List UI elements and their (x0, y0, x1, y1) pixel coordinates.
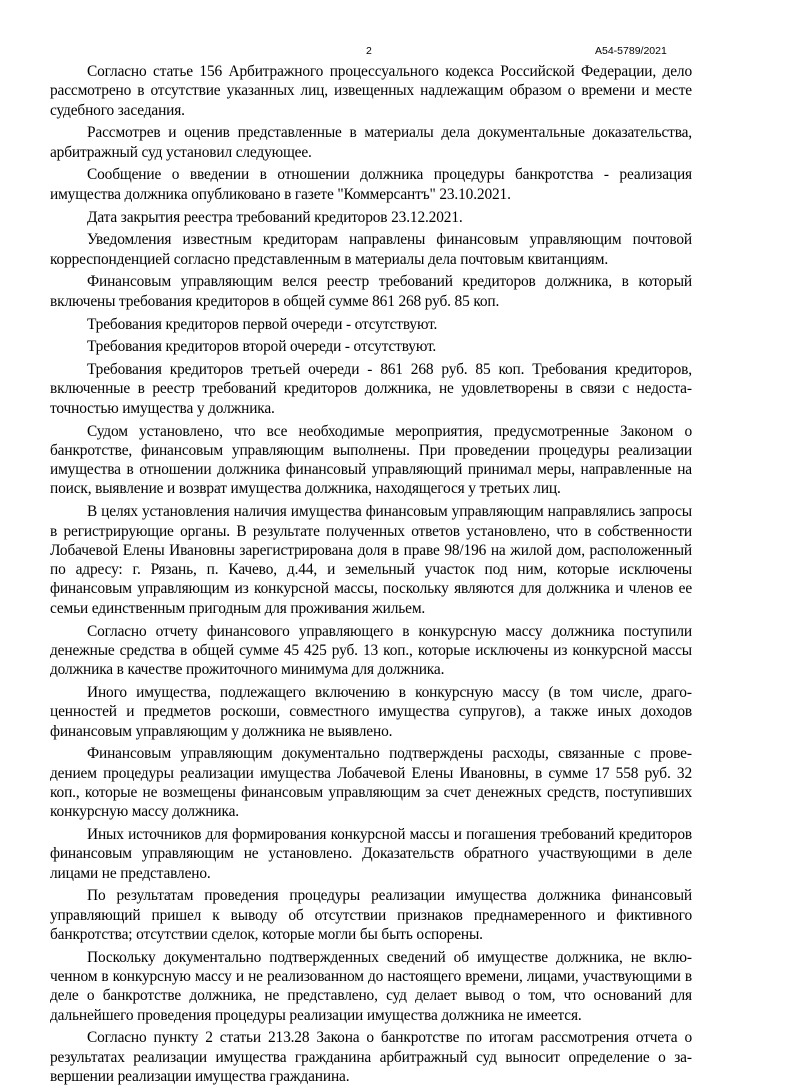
paragraph-legal-basis-completion: Согласно пункту 2 статьи 213.28 Закона о банкротстве по итогам рассмотрения отчета о результатах реализации имущества гражданина арбитражный суд выносит определение о завершении реализации имущества гражданина. (50, 1029, 692, 1086)
paragraph-other-property: Иного имущества, подлежащего включению в конкурсную массу (в том числе, драгоценностей и предметов роскоши, совместного имущества супругов), а также иных доходов финансовым управляющим у должника не выявлено. (50, 683, 692, 740)
paragraph-measures-performed: Судом установлено, что все необходимые мероприятия, предусмотренные Законом о банкротстве, финансовым управляющим выполнены. При проведении процедуры реализации имущества в отношении должника финансовый управляющий принимал меры, направленные на поиск, выявление и возврат имущества должника, находящегося у третьих лиц. (50, 422, 692, 498)
paragraph-other-sources: Иных источников для формирования конкурсной массы и погашения требований кредиторов финансовым управляющим не установлено. Доказательств обратного участвующими в деле лицами не представлено. (50, 825, 692, 882)
case-number: А54-5789/2021 (595, 45, 667, 57)
page-number: 2 (366, 45, 372, 57)
paragraph-creditor-registry-total: Финансовым управляющим велся реестр требований кредиторов должника, в который включены требования кредиторов в общей сумме 861 268 руб. 85 коп. (50, 273, 692, 310)
document-body (50, 62, 692, 1090)
paragraph-registry-closing-date: Дата закрытия реестра требований кредиторов 23.12.2021. (87, 208, 463, 226)
paragraph-procedural-basis: Согласно статье 156 Арбитражного процессуального кодекса Российской Федерации, дело рассмотрено в отсутствие указанных лиц, извещенных надлежащим образом о времени и месте судебного заседания. (50, 63, 692, 119)
paragraph-no-grounds-to-continue: Поскольку документально подтвержденных сведений об имуществе должника, не включенном в конкурсную массу и не реализованном до настоящего времени, лицами, участвующими в деле о банкротстве должника, не представлено, суд делает вывод о том, что оснований для дальнейшего проведения процедуры реализации имущества должника не имеется. (50, 948, 692, 1024)
paragraph-no-fraud-signs: По результатам проведения процедуры реализации имущества должника финансовый управляющий пришел к выводу об отсутствии признаков преднамеренного и фиктивного банкротства; отсутствии сделок, которые могли бы быть оспорены. (50, 887, 692, 943)
paragraph-property-inquiries: В целях установления наличия имущества финансовым управляющим направлялись запросы в регистрирующие органы. В результате полученных ответов установлено, что в собственности Лобачевой Елены Ивановны зарегистрирована доля в праве 98/196 на жилой дом, расположенный по адресу: г. Рязань, п. Качево, д.44, и земельный участок под ним, которые исключены финансовым управляющим из конкурсной массы, поскольку являются для должника и членов ее семьи единственным пригодным для проживания жильем. (50, 503, 692, 617)
page-header (0, 45, 800, 61)
paragraph-funds-received: Согласно отчету финансового управляющего в конкурсную массу должника поступили денежные средства в общей сумме 45 425 руб. 13 коп., которые исключены из конкурсной массы должника в качестве прожиточного минимума для должника. (50, 622, 692, 679)
paragraph-court-findings-intro: Рассмотрев и оценив представленные в материалы дела документальные доказательства, арбитражный суд установил следующее. (50, 124, 692, 161)
paragraph-first-priority-claims: Требования кредиторов первой очереди - отсутствуют. (87, 315, 438, 333)
paragraph-creditor-notifications: Уведомления известным кредиторам направлены финансовым управляющим почтовой корреспонденцией согласно представленным в материалы дела почтовым квитанциям. (50, 231, 692, 268)
paragraph-third-priority-claims: Требования кредиторов третьей очереди - 861 268 руб. 85 коп. Требования кредиторов, включенные в реестр требований кредиторов должника, не удовлетворены в связи с недостаточностью имущества у должника. (50, 361, 692, 417)
paragraph-publication: Сообщение о введении в отношении должника процедуры банкротства - реализация имущества должника опубликовано в газете "Коммерсантъ" 23.10.2021. (50, 166, 692, 203)
paragraph-second-priority-claims: Требования кредиторов второй очереди - отсутствуют. (87, 338, 437, 356)
paragraph-expenses: Финансовым управляющим документально подтверждены расходы, связанные с проведением процедуры реализации имущества Лобачевой Елены Ивановны, в сумме 17 558 руб. 32 коп., которые не возмещены финансовым управляющим за счет денежных средств, поступивших конкурсную массу должника. (50, 745, 692, 821)
